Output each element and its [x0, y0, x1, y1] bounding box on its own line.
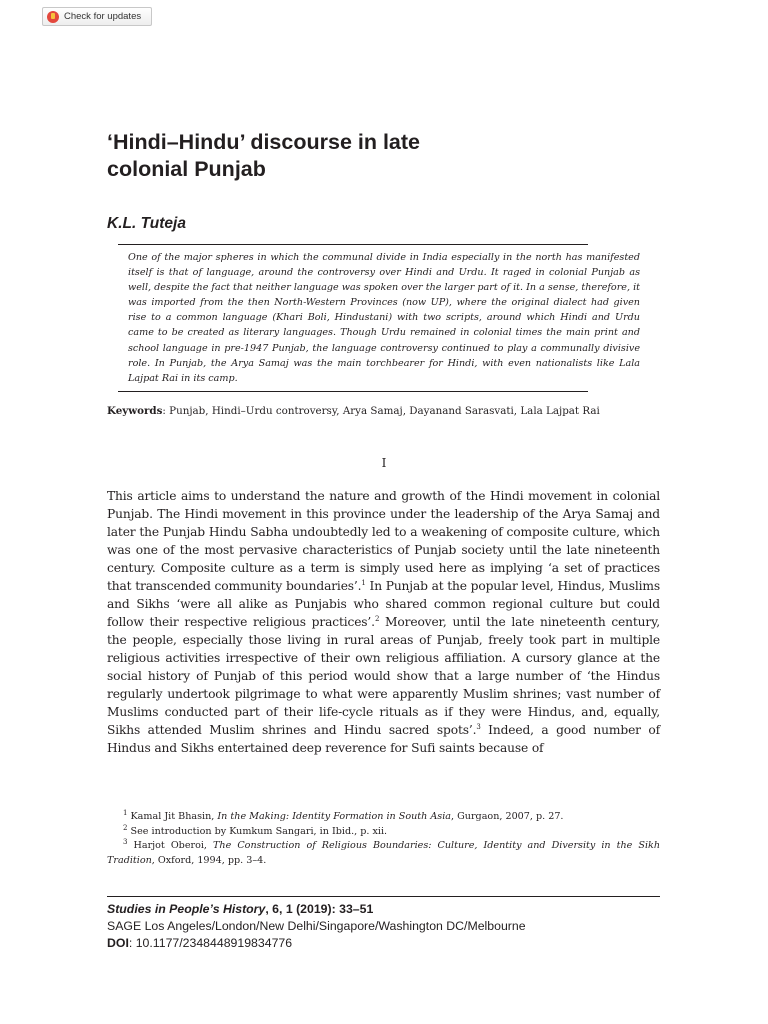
publisher-locations: SAGE Los Angeles/London/New Delhi/Singapore/Washington DC/Melbourne: [107, 919, 526, 933]
footnote-title: In the Making: Identity Formation in South Asia: [217, 811, 452, 822]
keywords-label: Keywords: [107, 405, 163, 417]
footnote-title: The Construction of Religious Boundaries: Culture, Identity and Diversity in the Sikh Tradition: [107, 840, 661, 866]
footnote-text: , Gurgaon, 2007, p. 27.: [451, 811, 564, 822]
body-text-4: Indeed, a good number of Hindus and Sikhs entertained deep reverence for Sufi saints because of: [107, 723, 660, 755]
section-heading: I: [381, 456, 387, 470]
footnote-number: 3: [123, 837, 128, 846]
footnote-2: [107, 825, 660, 840]
abstract-top-rule: [118, 244, 588, 245]
footnote-text: Harjot Oberoi,: [127, 840, 214, 851]
article-title: [107, 129, 627, 183]
footnote-text: See introduction by Kumkum Sangari, in Ibid., p. xii.: [127, 825, 388, 837]
crossmark-icon: [47, 11, 59, 23]
footnote-text: Kamal Jit Bhasin,: [127, 811, 218, 822]
footnotes: [107, 810, 660, 868]
footnote-ref-1[interactable]: 1: [361, 578, 366, 587]
footnote-number: 1: [123, 808, 128, 817]
abstract-bottom-rule: [118, 391, 588, 392]
journal-name: Studies in People’s History: [107, 902, 266, 916]
abstract: One of the major spheres in which the communal divide in India especially in the north has manifested itself is that of language, around the controversy over Hindi and Urdu. It raged in colonial Punjab as well, despite the fact that neither language was spoken over the larger part of it. In a sense, therefore, it was imported from the then North-Western Provinces (now UP), where the original dialect had given rise to a common language (Khari Boli, Hindustani) with two scripts, around which Hindi and Urdu came to be created as literary languages. Though Urdu remained in colonial times the main print and school language in pre-1947 Punjab, the language controversy continued to play a communally divisive role. In Punjab, the Arya Samaj was the main torchbearer for Hindi, with even nationalists like Lala Lajpat Rai in its camp.: [128, 252, 640, 384]
title-line-2: colonial Punjab: [107, 157, 266, 181]
doi-value[interactable]: : 10.1177/2348448919834776: [128, 936, 293, 950]
check-for-updates-button[interactable]: [42, 7, 152, 26]
footnote-ref-3[interactable]: 3: [476, 722, 481, 731]
keywords: [107, 405, 647, 417]
doi: [107, 935, 667, 952]
footnote-text: , Oxford, 1994, pp. 3–4.: [151, 854, 267, 866]
check-for-updates-label: Check for updates: [64, 11, 142, 22]
doi-label: DOI: [107, 936, 129, 950]
body-text-3: Moreover, until the late nineteenth century, the people, especially those living in rural areas of Punjab, freely took part in multiple religious activities irrespective of their own religious affiliation. A cursory glance at the social history of Punjab of this period would show that a large number of ‘the Hindus regularly undertook pilgrimage to what were apparently Muslim shrines; vast number of Muslims conducted part of their life-cycle rituals as if they were Hindus, and, equally, Sikhs attended Muslim shrines and Hindu sacred spots’.: [107, 615, 660, 737]
journal-info: [107, 901, 667, 952]
body-paragraph: [107, 487, 660, 757]
footer-rule: [107, 896, 660, 897]
journal-issue: , 6, 1 (2019): 33–51: [265, 902, 374, 916]
footnote-ref-2[interactable]: 2: [374, 614, 380, 623]
author-name: K.L. Tuteja: [107, 215, 186, 232]
title-line-1: ‘Hindi–Hindu’ discourse in late: [107, 130, 420, 154]
journal-citation: [107, 901, 667, 918]
body-text-1: This article aims to understand the nature and growth of the Hindi movement in colonial Punjab. The Hindi movement in this province under the leadership of the Arya Samaj and later the Punjab Hindu Sabha undoubtedly led to a weakening of composite culture, which was one of the most pervasive characteristics of Punjab society until the late nineteenth century. Composite culture as a term is simply used here as implying ‘a set of practices that transcended community boundaries’.: [107, 489, 660, 593]
footnote-3: [107, 839, 660, 868]
body-text-2: In Punjab at the popular level, Hindus, Muslims and Sikhs ‘were all alike as Punjabis who shared common regional culture but could follow their respective religious practices’.: [107, 579, 660, 629]
keywords-list: : Punjab, Hindi–Urdu controversy, Arya Samaj, Dayanand Sarasvati, Lala Lajpat Rai: [162, 405, 600, 417]
footnote-number: 2: [123, 823, 128, 832]
footnote-1: [107, 810, 660, 825]
